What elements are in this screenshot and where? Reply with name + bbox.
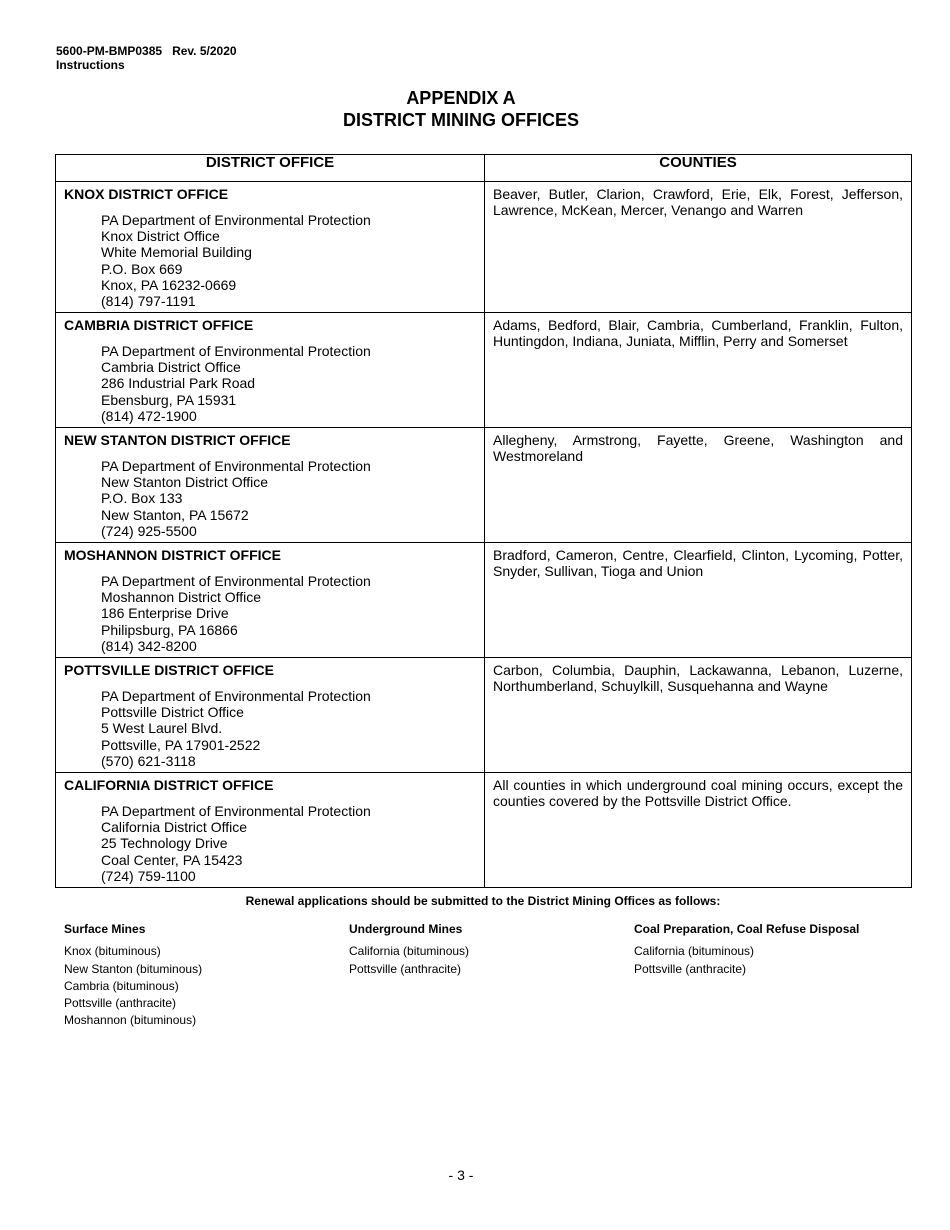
table-row [56,543,912,658]
office-address [56,448,484,539]
address-line: Ebensburg, PA 15931 [101,391,237,408]
list-item: Pottsville (anthracite) [634,961,747,976]
underground-mines-column [349,921,469,978]
address-line: PA Department of Environmental Protection [101,688,371,704]
address-line: California District Office [101,819,248,836]
counties-cell [485,773,912,888]
address-line: Pottsville District Office [101,704,244,721]
office-cell [56,658,485,773]
office-phone: (724) 759-1100 [101,867,196,884]
address-line: Philipsburg, PA 16866 [101,621,238,638]
column-header-counties: COUNTIES [485,155,912,182]
page-title [0,87,922,131]
office-name: MOSHANNON DISTRICT OFFICE [64,547,281,563]
district-offices-table [55,154,912,888]
address-line: PA Department of Environmental Protection [101,212,371,228]
page-number: - 3 - [448,1167,474,1183]
address-line: 5 West Laurel Blvd. [101,720,223,737]
form-section: Instructions [56,58,125,72]
table-header-row [56,155,912,182]
form-number: 5600-PM-BMP0385 [56,44,163,58]
office-phone: (570) 621-3118 [101,752,196,769]
address-line: 286 Industrial Park Road [101,375,256,392]
list-item: Pottsville (anthracite) [349,961,462,976]
address-line: P.O. Box 133 [101,490,183,507]
office-address [56,793,484,884]
office-phone: (814) 472-1900 [101,407,197,424]
counties-list: Carbon, Columbia, Dauphin, Lackawanna, Lebanon, Luzerne, Northumberland, Schuylkill, Susquehanna and Wayne [493,662,903,694]
list-item: California (bituminous) [634,944,755,959]
office-cell [56,313,485,428]
counties-list: Adams, Bedford, Blair, Cambria, Cumberland, Franklin, Fulton, Huntingdon, Indiana, Juniata, Mifflin, Perry and Somerset [493,317,903,349]
office-address [56,202,484,309]
office-cell [56,773,485,888]
renewal-note: Renewal applications should be submitted to the District Mining Offices as follows: [245,894,721,908]
column-heading: Coal Preparation, Coal Refuse Disposal [634,922,860,936]
office-phone: (814) 342-8200 [101,637,197,654]
office-address [56,333,484,424]
form-header [56,44,237,72]
office-address [56,678,484,769]
address-line: 186 Enterprise Drive [101,605,229,622]
appendix-label: APPENDIX A [406,88,516,108]
office-name: CALIFORNIA DISTRICT OFFICE [64,777,274,793]
table-row [56,773,912,888]
office-name: NEW STANTON DISTRICT OFFICE [64,432,291,448]
table-row [56,428,912,543]
list-item: Knox (bituminous) [64,944,161,959]
address-line: Coal Center, PA 15423 [101,851,243,868]
list-item: Pottsville (anthracite) [64,996,177,1011]
office-address [56,563,484,654]
address-line: P.O. Box 669 [101,260,183,277]
address-line: New Stanton District Office [101,474,269,491]
address-line: 25 Technology Drive [101,835,228,852]
office-phone: (814) 797-1191 [101,293,196,310]
coal-preparation-column [634,921,859,978]
counties-cell [485,313,912,428]
address-line: PA Department of Environmental Protection [101,343,371,359]
address-line: White Memorial Building [101,244,252,261]
office-name: CAMBRIA DISTRICT OFFICE [64,317,254,333]
form-revision: Rev. 5/2020 [172,44,237,58]
counties-list: Beaver, Butler, Clarion, Crawford, Erie, Elk, Forest, Jefferson, Lawrence, McKean, Mercer, Venango and Warren [493,186,903,218]
address-line: Knox, PA 16232-0669 [101,276,237,293]
counties-list: Allegheny, Armstrong, Fayette, Greene, Washington and Westmoreland [493,432,903,464]
address-line: Moshannon District Office [101,589,262,606]
surface-mines-column [64,921,202,1030]
office-cell [56,182,485,313]
table-row [56,313,912,428]
counties-list: Bradford, Cameron, Centre, Clearfield, Clinton, Lycoming, Potter, Snyder, Sullivan, Tioga and Union [493,547,903,579]
address-line: PA Department of Environmental Protection [101,573,371,589]
column-heading: Surface Mines [64,922,146,936]
list-item: New Stanton (bituminous) [64,961,203,976]
counties-list: All counties in which underground coal mining occurs, except the counties covered by the Pottsville District Office. [493,777,903,809]
office-cell [56,428,485,543]
column-heading: Underground Mines [349,922,463,936]
address-line: Cambria District Office [101,359,241,376]
counties-cell [485,543,912,658]
office-phone: (724) 925-5500 [101,522,197,539]
counties-cell [485,428,912,543]
appendix-title: DISTRICT MINING OFFICES [343,110,579,130]
table-row [56,658,912,773]
address-line: New Stanton, PA 15672 [101,506,249,523]
address-line: Pottsville, PA 17901-2522 [101,736,261,753]
list-item: Cambria (bituminous) [64,978,179,993]
list-item: Moshannon (bituminous) [64,1013,197,1028]
office-name: KNOX DISTRICT OFFICE [64,186,229,202]
address-line: Knox District Office [101,228,220,245]
column-header-office: DISTRICT OFFICE [56,155,485,182]
address-line: PA Department of Environmental Protection [101,458,371,474]
counties-cell [485,658,912,773]
address-line: PA Department of Environmental Protection [101,803,371,819]
office-name: POTTSVILLE DISTRICT OFFICE [64,662,274,678]
office-cell [56,543,485,658]
list-item: California (bituminous) [349,944,470,959]
table-row [56,182,912,313]
counties-cell [485,182,912,313]
